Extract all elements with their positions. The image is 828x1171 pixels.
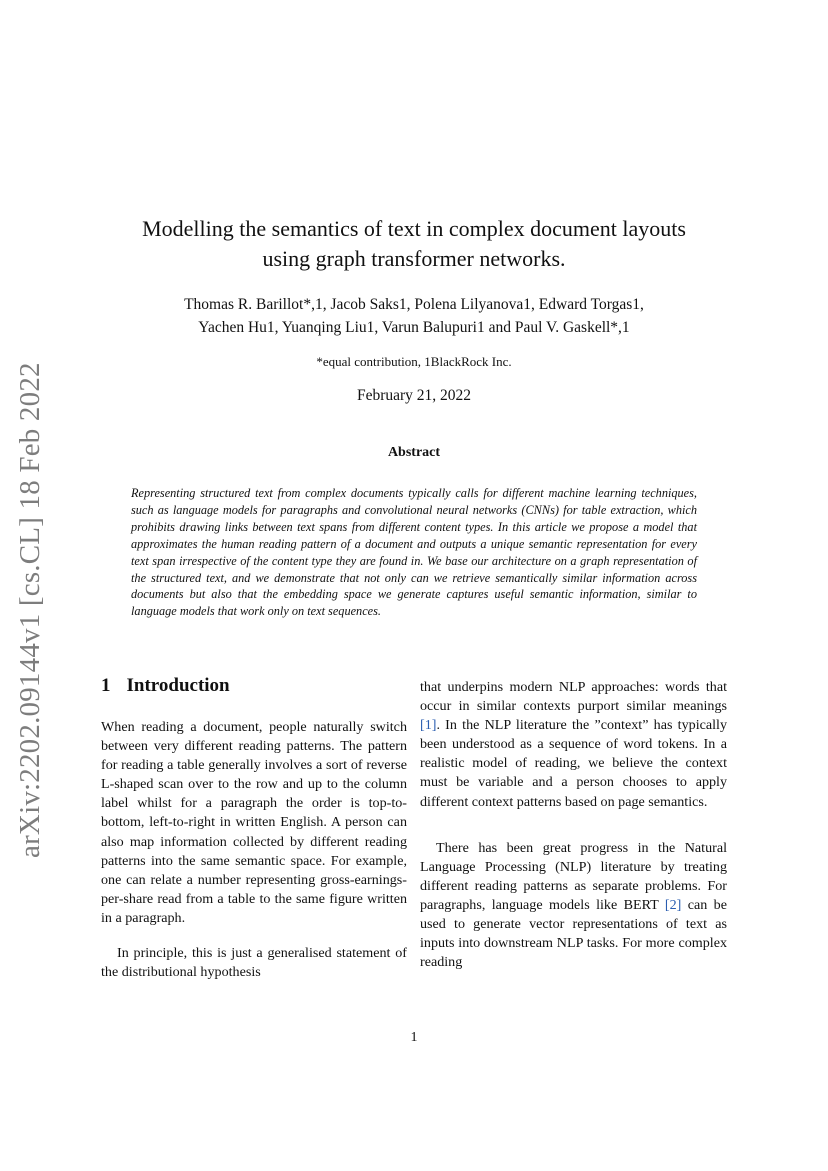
arxiv-identifier-stamp: arXiv:2202.09144v1 [cs.CL] 18 Feb 2022 (14, 362, 46, 858)
intro-paragraph-1: When reading a document, people naturally switch between very different reading patterns. The pattern for reading a table generally involves a sort of reverse L-shaped scan over to the row and up to the column label whilst for a paragraph the order is top-to-bottom, left-to-right in written English. A person can also map information collected by different reading patterns into the same semantic space. For example, one can relate a number representing gross-earnings-per-share read from a table to the same figure written in a paragraph. (101, 719, 407, 926)
paper-title (100, 214, 728, 274)
citation-link[interactable]: [2] (664, 896, 682, 913)
abstract-heading: Abstract (387, 445, 441, 460)
section-heading (101, 674, 407, 698)
page-number: 1 (410, 1030, 418, 1045)
section-number: 1 (101, 675, 111, 696)
authors-line-1: Thomas R. Barillot*,1, Jacob Saks1, Polena Lilyanova1, Edward Torgas1, (184, 296, 644, 313)
intro-paragraph-2: In principle, this is just a generalised statement of the distributional hypothesis (101, 945, 407, 981)
intro-paragraph-2-continued: that underpins modern NLP approaches: words that occur in similar contexts purport similar meanings [1]. In the NLP literature the ”context” has typically been understood as a sequence of word tokens. In a realistic model of reading, we believe the context must be variable and a person chooses to apply different context patterns based on page semantics. (420, 679, 727, 810)
right-column (420, 678, 727, 972)
citation-link[interactable]: [1] (420, 717, 437, 734)
section-title: Introduction (126, 675, 230, 696)
affiliation: *equal contribution, 1BlackRock Inc. (316, 354, 512, 369)
abstract-text: Representing structured text from complex documents typically calls for different machine learning techniques, such as language models for paragraphs and convolutional neural networks (CNNs) for table extraction, which prohibits drawing links between text spans from different content types. In this article we propose a model that approximates the human reading pattern of a document and outputs a unique semantic representation for every text span irrespective of the content type they are found in. We base our architecture on a graph representation of the structured text, and we demonstrate that not only can we retrieve semantically similar information across documents but also that the embedding space we generate captures useful semantic information, similar to language models that work only on text sequences. (131, 486, 697, 619)
author-list (100, 293, 728, 339)
title-line-2: using graph transformer networks. (262, 246, 566, 271)
publication-date: February 21, 2022 (356, 387, 472, 404)
intro-paragraph-3: There has been great progress in the Natural Language Processing (NLP) literature by treating different reading patterns as separate problems. For paragraphs, language models like BERT [2] can be used to generate vector representations of text as inputs into downstream NLP tasks. For more complex reading (420, 839, 727, 971)
left-column (101, 674, 407, 982)
title-line-1: Modelling the semantics of text in complex document layouts (142, 216, 686, 241)
authors-line-2: Yachen Hu1, Yuanqing Liu1, Varun Balupuri1 and Paul V. Gaskell*,1 (198, 319, 630, 336)
